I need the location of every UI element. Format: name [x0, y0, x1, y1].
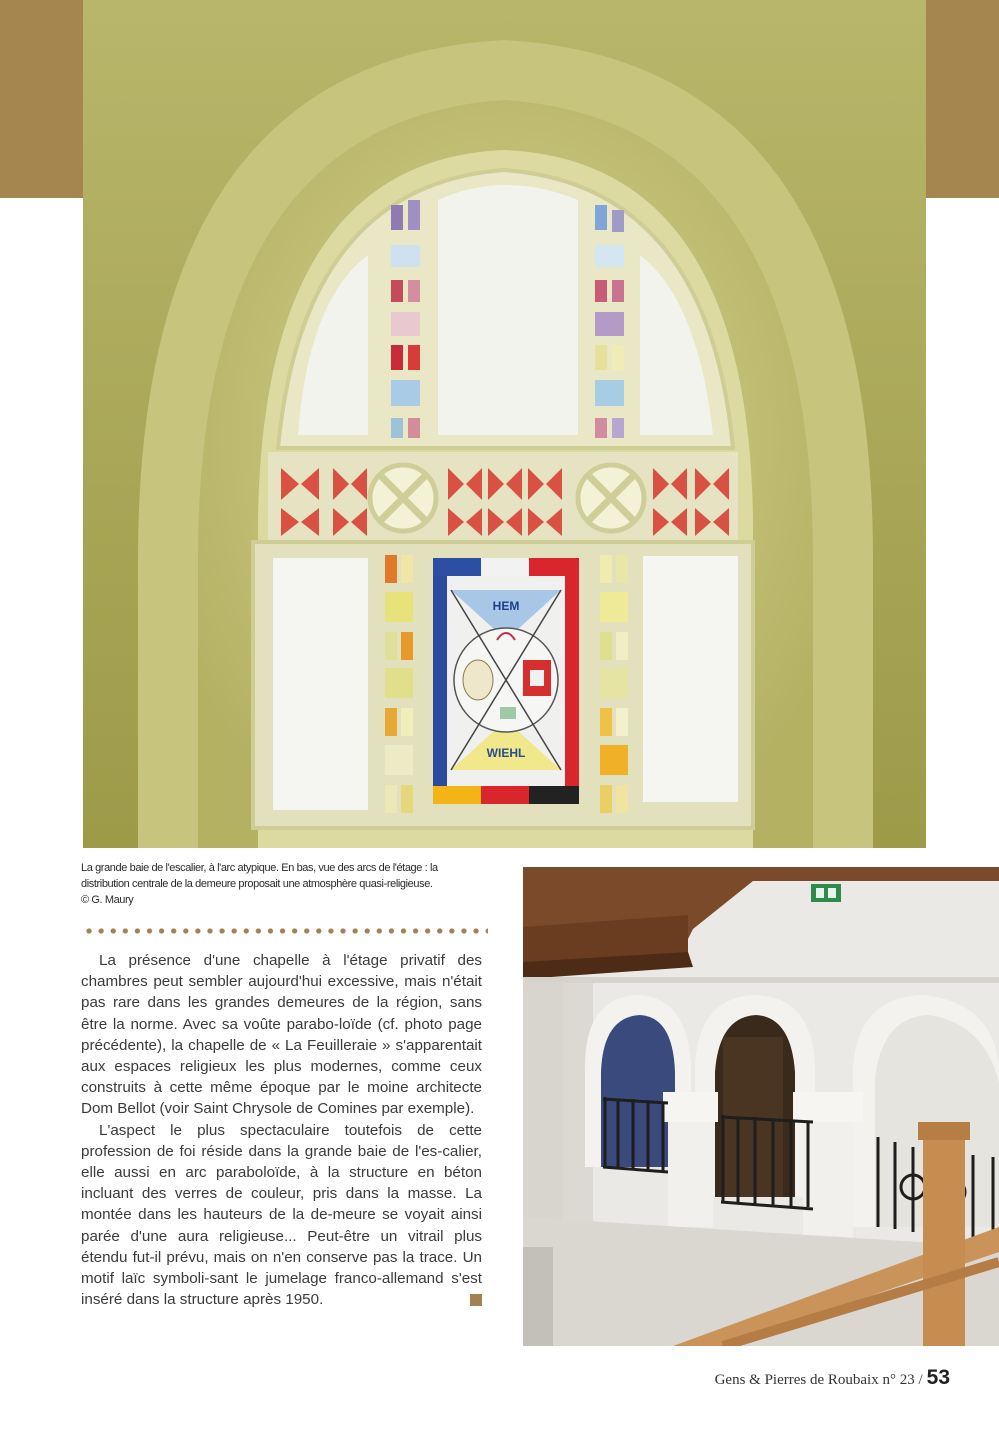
stained-glass-window-photo	[83, 0, 926, 848]
caption-line-1: La grande baie de l'escalier, à l'arc atypique. En bas, vue des arcs de l'étage : la	[81, 862, 438, 874]
magazine-title: Gens & Pierres de Roubaix n° 23 /	[714, 1372, 923, 1388]
article-paragraph-1: La présence d'une chapelle à l'étage privatif des chambres peut sembler aujourd'hui excessive, mais n'était pas rare dans les grandes demeures de la région, sans être la norme. Avec sa voûte parabo-loïde (cf. photo page précédente), la chapelle de « La Feuilleraie » s'apparentait aux espaces religieux les plus modernes, comme ceux construits à cette même époque par le moine architecte Dom Bellot (voir Saint Chrysole de Comines par exemple).	[81, 952, 482, 1118]
caption-line-2: distribution centrale de la demeure proposait une atmosphère quasi-religieuse.	[81, 878, 433, 890]
article-paragraph-2-text: L'aspect le plus spectaculaire toutefois de cette profession de foi réside dans la grande baie de l'es-calier, elle aussi en arc paraboloïde, à la structure en béton incluant des verres de couleur, pris dans la masse. La montée dans les hauteurs de la de-meure se voyait ainsi parée d'une aura religieuse... Peut-être un vitrail plus étendu fut-il prévu, mais on n'en conserve pas la trace. Un motif laïc symboli-sant le jumelage franco-allemand s'est inséré dans la structure après 1950.	[81, 1121, 482, 1309]
article-body	[81, 950, 482, 1310]
shield-bottom-text: WIEHL	[486, 746, 526, 760]
arches-illustration	[523, 867, 999, 1346]
end-of-article-mark	[470, 1294, 482, 1306]
decorative-band-right	[924, 0, 999, 198]
page-number: 53	[926, 1366, 950, 1389]
arches-interior-photo	[523, 867, 999, 1346]
photo-caption	[81, 860, 501, 908]
shield-top-text: HEM	[492, 599, 520, 613]
decorative-band-left	[0, 0, 85, 198]
caption-credit: © G. Maury	[81, 894, 134, 906]
page-footer	[650, 1366, 950, 1390]
article-paragraph-2	[81, 1120, 482, 1311]
dotted-separator	[83, 927, 488, 935]
stained-glass-illustration	[83, 0, 926, 848]
